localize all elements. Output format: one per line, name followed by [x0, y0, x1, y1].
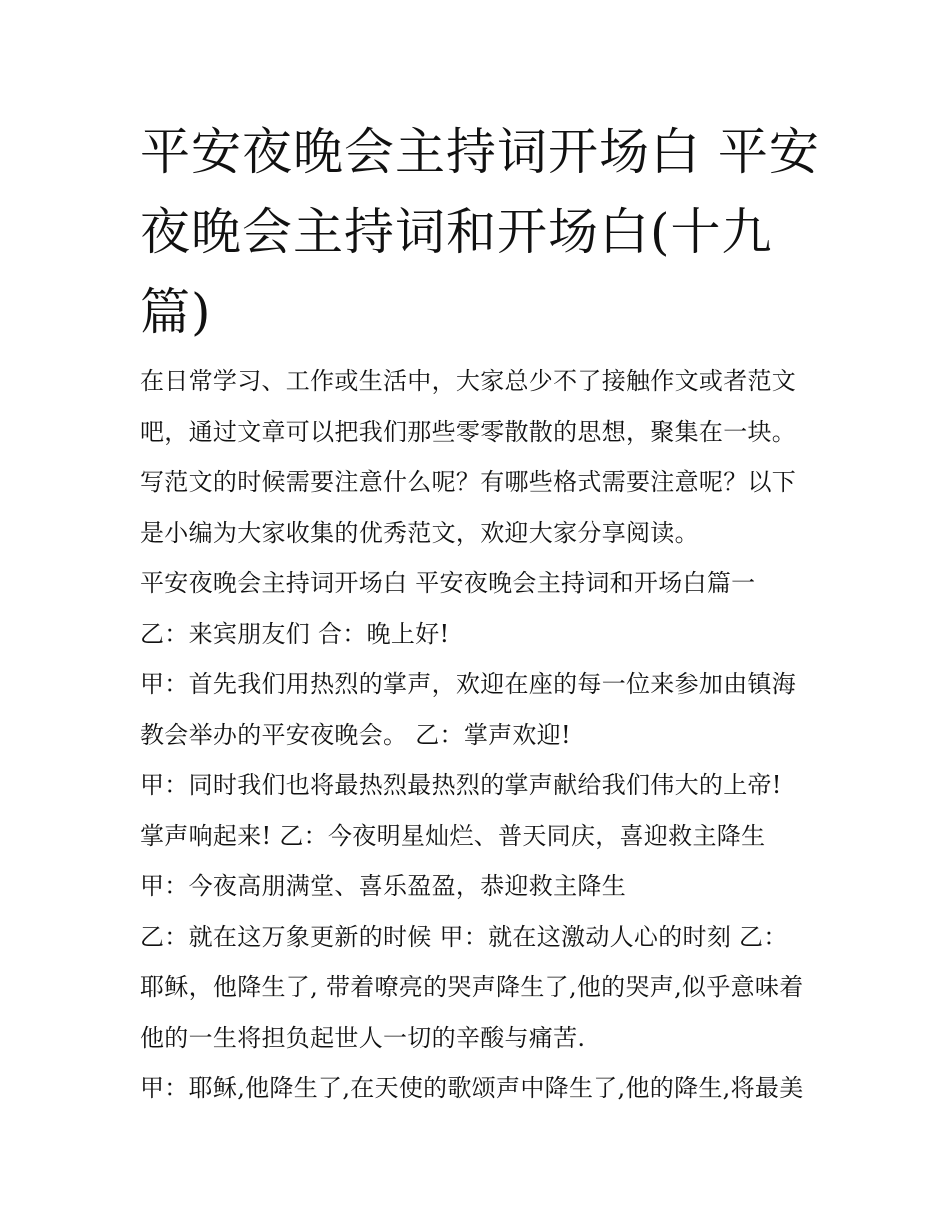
body-line: 吧，通过文章可以把我们那些零零散散的思想，聚集在一块。 [140, 417, 797, 446]
body-line: 乙：就在这万象更新的时候 甲：就在这激动人心的时刻 乙： [140, 922, 788, 951]
body-line: 耶稣，他降生了, 带着嘹亮的哭声降生了,他的哭声,似乎意味着 [140, 973, 804, 1001]
body-line: 甲：耶稣,他降生了,在天使的歌颂声中降生了,他的降生,将最美 [140, 1074, 804, 1102]
body-line: 教会举办的平安夜晚会。 乙：掌声欢迎! [140, 720, 571, 749]
document-body [140, 356, 820, 1114]
section-heading: 平安夜晚会主持词开场白 平安夜晚会主持词和开场白篇一 [140, 569, 756, 597]
body-line: 他的一生将担负起世人一切的辛酸与痛苦. [140, 1023, 586, 1052]
document-title: 平安夜晚会主持词开场白 平安夜晚会主持词和开场白(十九篇) [140, 123, 820, 341]
body-line: 在日常学习、工作或生活中，大家总少不了接触作文或者范文 [140, 367, 797, 395]
body-line: 乙：来宾朋友们 合：晚上好! [140, 619, 450, 648]
body-line: 是小编为大家收集的优秀范文，欢迎大家分享阅读。 [140, 518, 699, 547]
body-line: 掌声响起来! 乙：今夜明星灿烂、普天同庆，喜迎救主降生 [140, 821, 766, 850]
body-line: 甲：同时我们也将最热烈最热烈的掌声献给我们伟大的上帝! [140, 771, 782, 799]
body-line: 写范文的时候需要注意什么呢？有哪些格式需要注意呢？以下 [140, 468, 797, 496]
body-line: 甲：今夜高朋满堂、喜乐盈盈，恭迎救主降生 [140, 872, 626, 900]
body-line: 甲：首先我们用热烈的掌声，欢迎在座的每一位来参加由镇海 [140, 670, 797, 698]
